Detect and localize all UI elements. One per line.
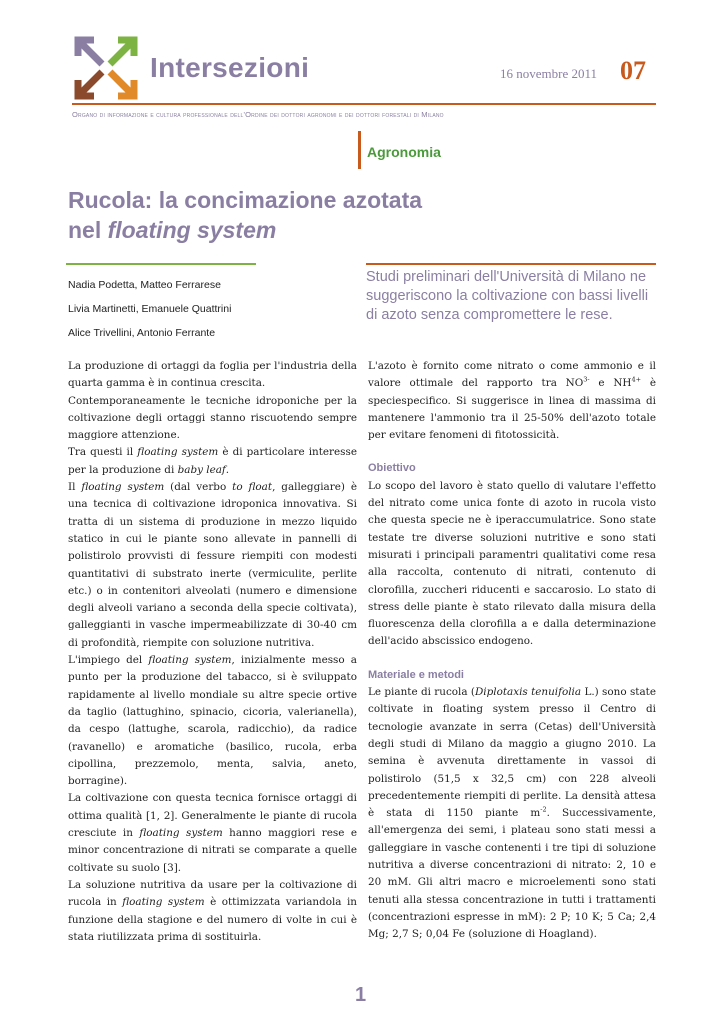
issue-date: 16 novembre 2011 [500,66,597,81]
paragraph: Il floating system (dal verbo to float, galleggiare) è una tecnica di coltivazione idroponica innovativa. Si tratta di un sistema di produzione in mezzo liquido statico in cui le piante sono allevate in pannelli di polistirolo provvisti di fessure riempiti con modesti quantitativi di substrato inerte (vermiculite, perlite etc.) o in contenitori alveolati (numero e dimensione degli alveoli variano a seconda della specie coltivata), galleggianti in vasche impermeabilizzate di 30-40 cm di profondità, riempite con soluzione nutritiva. [68,481,357,649]
article-lead: Studi preliminari dell'Università di Milano ne suggeriscono la coltivazione con bassi livelli di azoto senza compromettere le rese. [366,269,649,323]
section-divider [358,131,361,169]
section-label: Agronomia [367,144,441,160]
paragraph: Lo scopo del lavoro è stato quello di valutare l'effetto del nitrato come unica fonte di azoto in rucola visto che questa specie ne è iperaccumulatrice. Sono state testate tre diverse soluzioni nutritive e sono stati misurati i principali paramentri qualitativi come resa alla raccolta, contenuto di nitrati, contenuto di clorofilla, zuccheri riducenti e saccarosio. Lo stato di stress delle piante è stato rilevato dalla misura della fluorescenza della clorofilla a e dalla determinazione dell'acido abscissico endogeno. [368,479,656,648]
subheading-materiale-metodi: Materiale e metodi [368,668,464,681]
header-divider [72,103,656,105]
title-italic: floating system [107,217,277,243]
paragraph: Tra questi il floating system è di particolare interesse per la produzione di baby leaf. [68,446,357,476]
title-prefix: nel [68,217,108,243]
masthead-subtitle: Organo di informazione e cultura professionale dell'Ordine dei dottori agronomi e dei dottori forestali di Milano [72,110,444,119]
title-line-1: Rucola: la concimazione azotata [68,187,423,213]
paragraph: La coltivazione con questa tecnica fornisce ortaggi di ottima qualità [1, 2]. Generalmente le piante di rucola cresciute in floating system hanno maggiori rese e minor concentrazione di nitrati se comparate a quelle coltivate su suolo [3]. [68,792,357,874]
page-number: 1 [355,984,367,1006]
title-line-2 [68,215,588,245]
intersezioni-logo [72,34,140,102]
issue-number: 07 [620,56,646,85]
subheading-obiettivo: Obiettivo [368,462,416,475]
authors-divider [66,263,256,265]
author-line: Alice Trivellini, Antonio Ferrante [68,327,216,339]
paragraph: Contemporaneamente le tecniche idroponiche per la coltivazione degli ortaggi stanno riscuotendo sempre maggiore attenzione. [68,394,357,442]
paragraph: Le piante di rucola (Diplotaxis tenuifolia L.) sono state coltivate in floating system presso il Centro di tecnologie avanzate in serra (Cetas) dell'Università degli studi di Milano da maggio a giugno 2010. La semina è avvenuta direttamente in vassoi di polistirolo (51,5 x 32,5 cm) con 228 alveoli precedentemente riempiti di perlite. La densità attesa è stata di 1150 piante $m^{-2}$. Successivamente, all'emergenza dei semi, i plateau sono stati messi a galleggiare in vasche contenenti i tre tipi di soluzione nutritiva a diverse concentrazioni di nitrato: 2, 10 e 20 mM. Gli altri macro e microelementi sono stati tenuti alla stessa concentrazione in tutti i trattamenti (concentrazioni espresse in mM): 2 P; 10 K; 5 Ca; 2,4 Mg; 2,7 S; 0,04 Fe (soluzione di Hoagland). [368,686,656,941]
paragraph: La soluzione nutritiva da usare per la coltivazione di rucola in floating system è ottimizzata variandola in funzione della stagione e del numero di volte in cui è stata riutilizzata prima di sostituirla. [68,878,357,943]
paragraph: L'impiego del floating system, inizialmente messo a punto per la produzione del tabacco, si è sviluppato rapidamente al livello mondiale su altre specie ortive da taglio (lattughino, spinacio, cicoria, valerianella), da cespo (lattughe, scarola, radicchio), da radice (ravanello) e aromatiche (basilico, rucola, erba cipollina, prezzemolo, menta, salvia, aneto, borragine). [68,654,357,788]
paragraph: L'azoto è fornito come nitrato o come ammonio e il valore ottimale del rapporto tra $NO^{3-}$ e $NH^{4+}$ è speciespecifico. Si suggerisce in linea di massima di mantenere l'ammonio tra il 25-50% dell'azoto totale per evitare fenomeni di fitotossicità. [368,360,657,442]
author-line: Livia Martinetti, Emanuele Quattrini [68,303,232,315]
paragraph: La produzione di ortaggi da foglia per l'industria della quarta gamma è in continua crescita. [68,360,357,390]
author-line: Nadia Podetta, Matteo Ferrarese [68,279,221,291]
lead-divider [366,263,656,265]
body-column-right [368,358,656,944]
article-title [68,185,588,245]
brand-title: Intersezioni [150,52,310,83]
body-column-left [68,358,357,946]
